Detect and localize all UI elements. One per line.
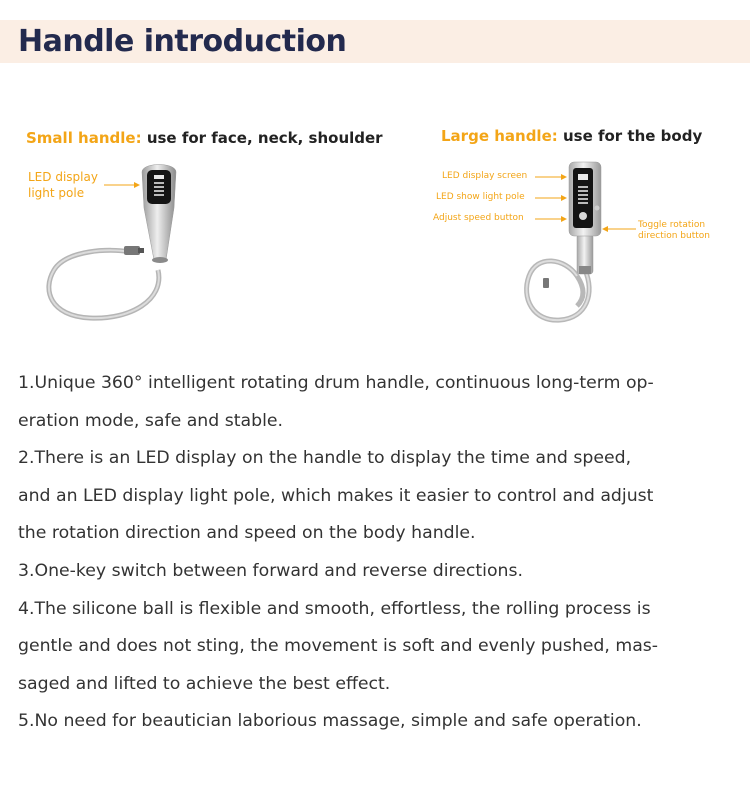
- small-handle-caption-accent: Small handle:: [26, 129, 142, 147]
- large-handle-caption-accent: Large handle:: [441, 127, 558, 145]
- large-handle-label-toggle-1: Toggle rotation: [638, 220, 706, 230]
- small-handle-caption: [26, 129, 383, 147]
- description-line: 3.One-key switch between forward and reverse directions.: [18, 560, 523, 581]
- description-line: the rotation direction and speed on the body handle.: [18, 523, 476, 544]
- large-handle-label-led-pole: LED show light pole: [436, 192, 525, 202]
- description-block: [18, 365, 736, 741]
- large-handle-label-adjust-speed: Adjust speed button: [433, 213, 524, 223]
- large-handle-caption-rest: use for the body: [557, 127, 703, 145]
- description-line: 4.The silicone ball is flexible and smooth, effortless, the rolling process is: [18, 598, 651, 619]
- large-handle-image: [515, 158, 615, 328]
- description-line: gentle and does not sting, the movement is soft and evenly pushed, mas-: [18, 636, 659, 657]
- header-bar: [0, 20, 750, 63]
- small-handle-label-2: light pole: [28, 186, 85, 200]
- description-line: 5.No need for beautician laborious massage, simple and safe operation.: [18, 711, 642, 732]
- large-handle-label-toggle-2: direction button: [638, 231, 710, 241]
- page-title: Handle introduction: [18, 24, 347, 59]
- small-handle-image: [40, 160, 200, 325]
- description-line: eration mode, safe and stable.: [18, 410, 283, 431]
- small-handle-caption-rest: use for face, neck, shoulder: [141, 129, 383, 147]
- description-line: 2.There is an LED display on the handle to display the time and speed,: [18, 448, 632, 469]
- small-handle-label-1: LED display: [28, 170, 98, 184]
- large-handle-label-led-screen: LED display screen: [442, 171, 528, 181]
- description-line: and an LED display light pole, which makes it easier to control and adjust: [18, 485, 654, 506]
- large-handle-caption: [441, 127, 702, 145]
- description-line: saged and lifted to achieve the best effect.: [18, 673, 391, 694]
- description-line: 1.Unique 360° intelligent rotating drum handle, continuous long-term op-: [18, 373, 654, 393]
